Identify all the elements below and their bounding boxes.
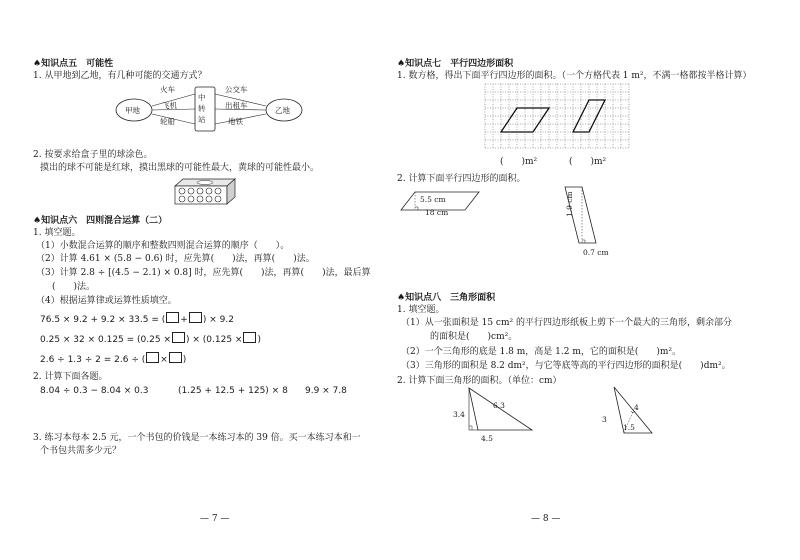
route-bus: 公交车	[225, 85, 248, 94]
t1-side: 6.3	[493, 401, 505, 410]
route-ship: 轮船	[160, 117, 175, 126]
section5-header: ♠知识点五 可能性	[33, 59, 114, 69]
expr-1: 76.5 × 9.2 + 9.2 × 33.5 = ( + ) × 9.2	[40, 312, 234, 325]
p2-base: 0.7 cm	[583, 248, 609, 257]
answer-box[interactable]	[146, 352, 159, 363]
p2-height: 1.9 cm	[565, 191, 574, 217]
s6-l4: （4）根据运算律或运算性质填空。	[36, 296, 177, 306]
s8-l1b: 的面积是( )cm²。	[430, 332, 518, 342]
calc-1: 8.04 ÷ 0.3 − 8.04 × 0.3	[40, 386, 149, 396]
route-train: 火车	[160, 85, 175, 94]
s7-q1: 1. 数方格，得出下面平行四边形的面积。（一个方格代表 1 m²，不满一格都按半格计算）	[397, 71, 752, 81]
s5-q1: 1. 从甲地到乙地，有几种可能的交通方式？	[33, 71, 207, 81]
section8-header: ♠知识点八 三角形面积	[397, 293, 496, 303]
s6-l1: （1）小数混合运算的顺序和整数四则混合运算的顺序（ ）。	[36, 241, 290, 251]
answer-box[interactable]	[243, 332, 256, 343]
s6-q2: 2. 计算下面各题。	[33, 372, 108, 382]
s6-l3: （3）计算 2.8 ÷ [(4.5 − 2.1) × 0.8] 时，应先算( )法，再算( )法，最后算	[36, 268, 371, 278]
s6-q3: 3. 练习本每本 2.5 元，一个书包的价钱是一本练习本的 39 倍。买一本练习本和一	[33, 433, 361, 443]
page-number-right: — 8 —	[531, 514, 561, 524]
route-subway: 地铁	[228, 117, 243, 126]
route-plane: 飞机	[162, 101, 177, 110]
s8-l3: （3）三角形的面积是 8.2 dm²，与它等底等高的平行四边形的面积是( )dm²。	[401, 361, 731, 371]
s6-q3b: 个书包共需多少元？	[40, 446, 122, 456]
calc-2: (1.25 + 12.5 + 125) × 8	[178, 386, 288, 396]
answer-box[interactable]	[169, 352, 182, 363]
t2-base: 4	[634, 403, 639, 412]
section7-header: ♠知识点七 平行四边形面积	[397, 59, 514, 69]
expr-2: 0.25 × 32 × 0.125 = (0.25 × ) × (0.125 × )	[40, 332, 261, 345]
calc-3: 9.9 × 7.8	[305, 386, 347, 396]
answer-box[interactable]	[172, 332, 185, 343]
s8-l1: （1）从一张面积是 15 cm² 的平行四边形纸板上剪下一个最大的三角形，剩余部分	[401, 318, 732, 328]
t1-height: 3.4	[453, 410, 465, 419]
section6-header: ♠知识点六 四则混合运算（二）	[33, 216, 168, 226]
diagram-start: 甲地	[125, 106, 140, 115]
triangle-1	[466, 386, 538, 434]
s8-l2: （2）一个三角形的底是 1.8 m，高是 1.2 m，它的面积是( )m²。	[401, 347, 682, 357]
answer-box[interactable]	[166, 312, 179, 323]
t2-side: 3	[602, 415, 607, 424]
diagram-transfer-2: 转	[198, 104, 206, 113]
s8-q1: 1. 填空题。	[397, 305, 445, 315]
s7-q2: 2. 计算下面平行四边形的面积。	[397, 174, 526, 184]
grid-answer-2: ( )m²	[569, 157, 607, 167]
s6-q1: 1. 填空题。	[33, 228, 81, 238]
ball-box	[173, 176, 237, 206]
dotted-grid	[485, 84, 630, 152]
t1-base: 4.5	[481, 434, 493, 443]
diagram-end: 乙地	[275, 106, 290, 115]
s6-l2: （2）计算 4.61 × (5.8 − 0.6) 时，应先算( )法，再算( )法。	[36, 254, 315, 264]
s5-q2-desc: 摸出的球不可能是红球，摸出黑球的可能性最大，黄球的可能性最小。	[40, 163, 320, 173]
answer-box[interactable]	[189, 312, 202, 323]
p1-base: 18 cm	[425, 208, 449, 217]
t2-height: 1.5	[623, 423, 635, 432]
diagram-transfer-3: 站	[198, 115, 206, 124]
s8-q2: 2. 计算下面三角形的面积。（单位：cm）	[397, 376, 562, 386]
s5-q2: 2. 按要求给盒子里的球涂色。	[33, 150, 153, 160]
s6-l3b: ( )法。	[52, 282, 96, 292]
route-taxi: 出租车	[225, 101, 248, 110]
p1-height: 5.5 cm	[420, 195, 446, 204]
expr-3: 2.6 ÷ 1.3 ÷ 2 = 2.6 ÷ ( × )	[40, 352, 186, 365]
grid-answer-1: ( )m²	[500, 157, 538, 167]
page-number-left: — 7 —	[200, 514, 230, 524]
diagram-transfer-1: 中	[198, 93, 206, 102]
